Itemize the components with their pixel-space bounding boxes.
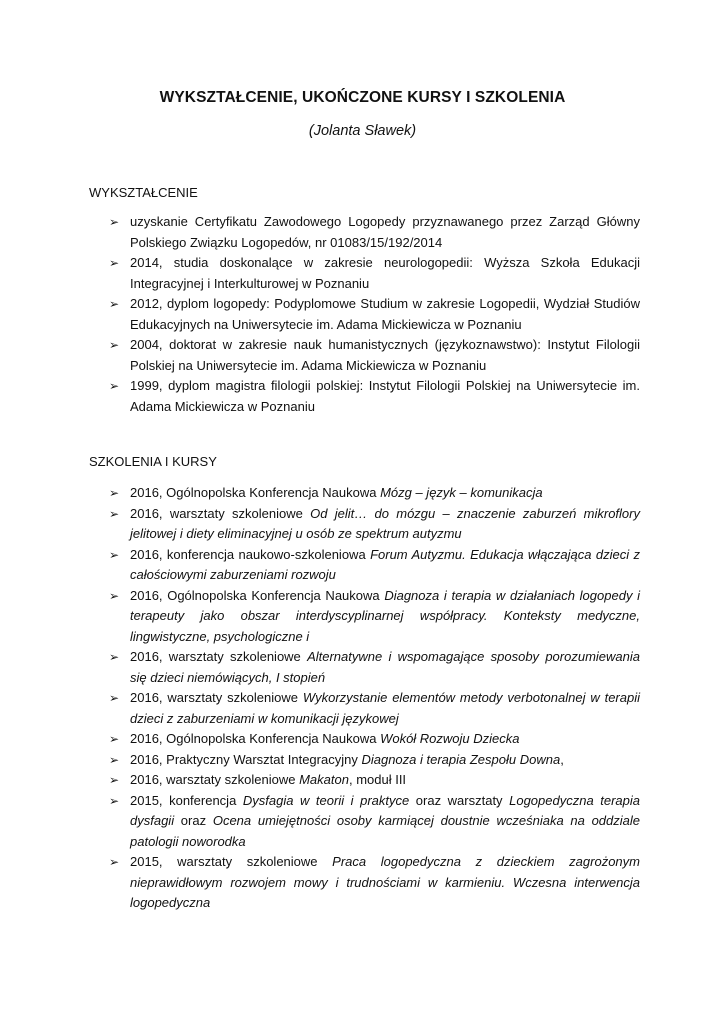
item-text: 2015, konferencja [130,792,243,808]
item-text: 2012, dyplom logopedy: Podyplomowe Studium w zakresie Logopedii, Wydział Studiów Edukacyjnych na Uniwersytecie im. Adama Mickiewicza w Poznaniu [130,296,640,332]
courses-heading: SZKOLENIA I KURSY [89,454,217,469]
item-title-text: Wykorzystanie elementów metody verbotonalnej w terapii dzieci z zaburzeniami w komunikacji językowej [130,690,640,726]
arrow-bullet-icon: ➢ [109,588,120,603]
item-title-text: Diagnoza i terapia w działaniach logopedy i terapeuty jako obszar interdyscyplinarnej współpracy. Konteksty medyczne, lingwistyczne, psychologiczne i [130,587,641,644]
list-item [108,504,640,545]
list-item [108,586,640,648]
document-title: WYKSZTAŁCENIE, UKOŃCZONE KURSY I SZKOLENIA [159,89,566,106]
item-text: 2016, warsztaty szkoleniowe [130,690,303,705]
list-item [108,335,640,376]
item-title-text: Makaton [299,772,349,787]
item-title-text: Mózg – język – komunikacja [380,485,543,500]
list-item [108,688,640,729]
item-title-text: Logopedyczna terapia dysfagii [130,792,640,828]
arrow-bullet-icon: ➢ [109,650,120,664]
arrow-bullet-icon: ➢ [109,486,120,500]
arrow-bullet-icon: ➢ [109,379,120,393]
item-text: , moduł III [348,772,407,787]
item-title-text: Praca logopedyczna z dzieckiem zagrożonym nieprawidłowym rozwojem mowy i trudnościami w karmieniu. Wczesna interwencja logopedyczna [130,854,640,910]
list-item [108,647,640,688]
item-text: oraz [174,813,213,828]
item-text: uzyskanie Certyfikatu Zawodowego Logopedy przyznawanego przez Zarząd Główny Polskiego Związku Logopedów, nr 01083/15/192/2014 [130,214,640,250]
list-item [108,483,640,504]
item-text: 2016, Praktyczny Warsztat Integracyjny [130,751,362,767]
item-text: 2014, studia doskonalące w zakresie neurologopedii: Wyższa Szkoła Edukacji Integracyjnej i Interkulturowej w Poznaniu [130,255,640,291]
item-text: 2004, doktorat w zakresie nauk humanistycznych (językoznawstwo): Instytut Filologii Polskiej na Uniwersytecie im. Adama Mickiewicza w Poznaniu [130,337,640,373]
arrow-bullet-icon: ➢ [109,338,120,352]
arrow-bullet-icon: ➢ [109,732,120,746]
arrow-bullet-icon: ➢ [109,297,120,311]
list-item [108,852,640,914]
arrow-bullet-icon: ➢ [109,215,120,229]
item-text: 2016, konferencja naukowo-szkoleniowa [130,546,371,562]
item-text: 2016, warsztaty szkoleniowe [130,649,308,664]
courses-list [108,483,640,914]
list-item [108,212,640,253]
item-title-text: Wokół Rozwoju Dziecka [380,731,520,746]
list-item [108,770,640,791]
item-title-text: Dysfagia w teorii i praktyce [242,792,410,808]
list-item [108,545,640,586]
list-item [108,750,640,771]
list-item [108,294,640,335]
item-text: 2015, warsztaty szkoleniowe [130,854,333,869]
arrow-bullet-icon: ➢ [109,793,120,808]
list-item [108,253,640,294]
item-title-text: Forum Autyzmu. Edukacja włączająca dzieci z całościowymi zaburzeniami rozwoju [130,546,640,582]
item-title-text: Alternatywne i wspomagające sposoby porozumiewania się dzieci niemówiących, I stopień [130,649,640,685]
item-text: , [560,751,564,767]
education-heading: WYKSZTAŁCENIE [89,185,198,200]
education-list [108,212,640,417]
item-text: 2016, warsztaty szkoleniowe [130,505,311,521]
list-item [108,791,640,853]
arrow-bullet-icon: ➢ [109,506,120,521]
list-item [108,376,640,417]
item-text: 2016, Ogólnopolska Konferencja Naukowa [130,587,385,603]
item-title-text: Diagnoza i terapia Zespołu Downa [361,751,561,767]
item-text: 2016, warsztaty szkoleniowe [130,772,300,787]
arrow-bullet-icon: ➢ [109,691,120,705]
list-item [108,729,640,750]
arrow-bullet-icon: ➢ [109,752,120,767]
arrow-bullet-icon: ➢ [109,773,120,787]
item-title-text: Ocena umiejętności osoby karmiącej doustnie wcześniaka na oddziale patologii noworodka [130,813,641,849]
document-author: (Jolanta Sławek) [308,123,417,139]
item-text: 1999, dyplom magistra filologii polskiej: Instytut Filologii Polskiej na Uniwersytecie im. Adama Mickiewicza w Poznaniu [130,378,640,414]
item-text: oraz warsztaty [409,792,510,808]
arrow-bullet-icon: ➢ [109,855,120,869]
item-text: 2016, Ogólnopolska Konferencja Naukowa [130,485,381,500]
item-title-text: Od jelit… do mózgu – znaczenie zaburzeń mikroflory jelitowej i diety eliminacyjnej u osób ze spektrum autyzmu [130,505,640,541]
arrow-bullet-icon: ➢ [109,256,120,270]
item-text: 2016, Ogólnopolska Konferencja Naukowa [130,731,381,746]
arrow-bullet-icon: ➢ [109,547,120,562]
